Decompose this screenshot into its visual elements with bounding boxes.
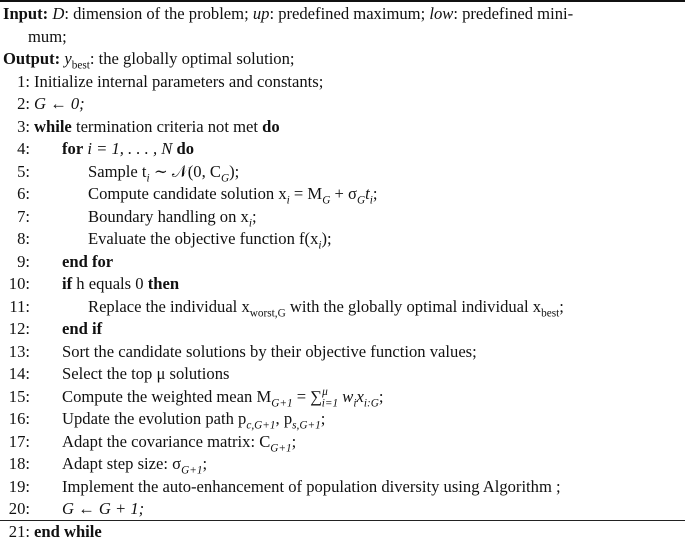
line-text: ); xyxy=(229,161,240,181)
line-text: Evaluate the objective function f(x xyxy=(88,229,319,248)
line-number: 11: xyxy=(9,296,30,316)
subscript: G xyxy=(322,194,331,207)
line-number: 8: xyxy=(17,229,30,248)
line-number: 17: xyxy=(8,431,30,451)
output-sub: best xyxy=(71,59,90,72)
line-text: Adapt the covariance matrix: C xyxy=(62,431,271,451)
keyword-if: if xyxy=(62,274,73,293)
subscript: i xyxy=(146,171,150,184)
line-text: ; xyxy=(372,184,378,203)
keyword-for: for xyxy=(62,139,84,158)
subscript: i xyxy=(286,194,290,207)
line-number: 4: xyxy=(17,139,30,158)
keyword-end-while: end while xyxy=(34,521,102,541)
line-text: x xyxy=(356,386,364,406)
line-text: Select the top μ solutions xyxy=(62,364,230,383)
line-text: ; xyxy=(559,296,564,316)
input-var-d: D xyxy=(52,4,65,23)
bottom-rule xyxy=(0,520,685,521)
line-text: Sample t xyxy=(88,161,147,181)
line-text: Boundary handling on x xyxy=(88,206,249,226)
subscript: i xyxy=(318,239,322,252)
line-text: termination criteria not met xyxy=(71,116,263,136)
line-number: 10: xyxy=(8,274,30,293)
input-var-low: low xyxy=(429,4,454,23)
keyword-then: then xyxy=(147,274,180,293)
output-desc: : the globally optimal solution; xyxy=(89,49,295,68)
line-number: 7: xyxy=(17,206,30,226)
line-number: 18: xyxy=(8,454,30,473)
keyword-do: do xyxy=(262,116,280,136)
subscript: worst,G xyxy=(249,306,286,319)
line-number: 9: xyxy=(17,251,30,271)
subscript: i=1 xyxy=(321,396,339,409)
subscript: G xyxy=(356,194,366,207)
subscript: G+1 xyxy=(271,396,293,409)
line-text: w xyxy=(338,386,354,406)
line-text: G ← 0; xyxy=(34,94,85,113)
line-text: Compute the weighted mean M xyxy=(62,386,272,406)
input-desc: : dimension of the problem; xyxy=(64,4,253,23)
subscript: s,G+1 xyxy=(292,419,321,432)
superscript: μ xyxy=(322,385,328,398)
line-text: with the globally optimal individual x xyxy=(285,296,542,316)
subscript: i xyxy=(248,216,252,229)
line-text: = M xyxy=(289,184,323,203)
line-number: 2: xyxy=(17,94,30,113)
line-text: Replace the individual x xyxy=(88,296,250,316)
line-text: Adapt step size: σ xyxy=(62,454,182,473)
line-text: + σ xyxy=(330,184,357,203)
line-text: = ∑ xyxy=(292,386,323,406)
line-text: Implement the auto-enhancement of population diversity using Algorithm ; xyxy=(62,476,561,496)
line-number: 1: xyxy=(17,71,30,91)
subscript: best xyxy=(541,306,560,319)
keyword-end-for: end for xyxy=(62,251,114,271)
line-number: 14: xyxy=(8,364,30,383)
keyword-end-if: end if xyxy=(62,319,103,338)
line-number: 20: xyxy=(8,499,30,518)
line-text: i = 1, . . . , N xyxy=(83,139,177,158)
line-text: ; xyxy=(320,409,326,428)
line-text: ; xyxy=(252,206,257,226)
line-number: 12: xyxy=(8,319,30,338)
subscript: G+1 xyxy=(270,441,292,454)
line-number: 5: xyxy=(17,161,30,181)
output-label: Output: xyxy=(3,49,61,68)
line-number: 19: xyxy=(8,476,30,496)
input-desc: : predefined maximum; xyxy=(269,4,430,23)
line-text: ; xyxy=(202,454,208,473)
line-text: ; xyxy=(378,386,384,406)
line-text: G ← G + 1; xyxy=(62,499,145,518)
line-number: 21: xyxy=(8,521,30,541)
subscript: i:G xyxy=(363,396,379,409)
subscript: G xyxy=(220,171,230,184)
line-number: 6: xyxy=(17,184,30,203)
line-number: 13: xyxy=(8,341,30,361)
subscript: i xyxy=(353,396,357,409)
input-wrap-text: mum; xyxy=(28,26,67,46)
line-number: 15: xyxy=(8,386,30,406)
line-number: 16: xyxy=(8,409,30,428)
line-text: Update the evolution path p xyxy=(62,409,247,428)
line-text: t xyxy=(365,184,370,203)
keyword-do: do xyxy=(176,139,194,158)
line-number: 3: xyxy=(17,116,30,136)
subscript: c,G+1 xyxy=(246,419,276,432)
line-text: Sort the candidate solutions by their objective function values; xyxy=(62,341,477,361)
line-text: Initialize internal parameters and constants; xyxy=(34,71,324,91)
line-text: , p xyxy=(275,409,293,428)
subscript: G+1 xyxy=(181,464,203,477)
line-text: ); xyxy=(321,229,332,248)
output-var: y xyxy=(64,49,72,68)
input-label: Input: xyxy=(3,4,49,23)
keyword-while: while xyxy=(34,116,72,136)
line-text: h equals 0 xyxy=(72,274,148,293)
line-text: ; xyxy=(291,431,297,451)
subscript: i xyxy=(369,194,373,207)
line-text: Compute candidate solution x xyxy=(88,184,287,203)
input-var-up: up xyxy=(252,4,270,23)
line-text: ∼ 𝒩(0, C xyxy=(149,161,221,181)
input-desc: : predefined mini- xyxy=(453,4,574,23)
